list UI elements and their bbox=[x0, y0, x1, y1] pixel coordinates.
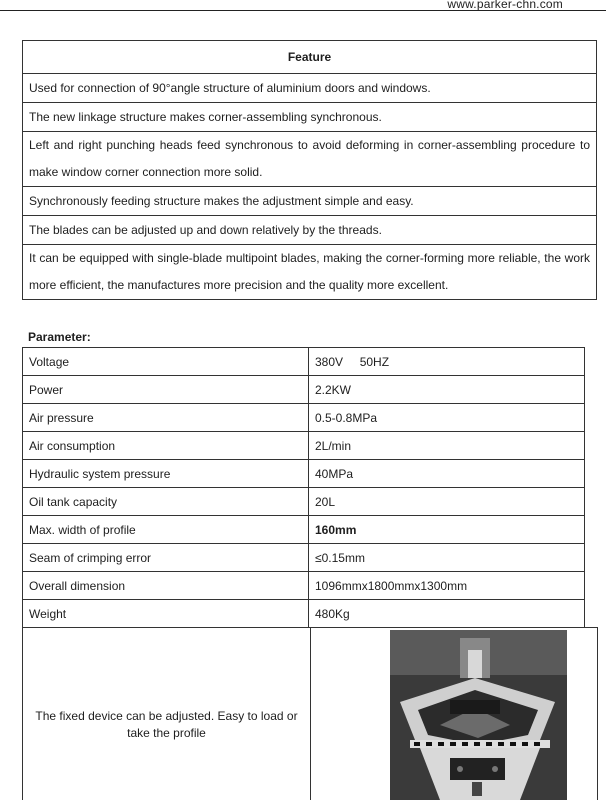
machine-photo bbox=[390, 630, 567, 800]
param-key: Weight bbox=[23, 600, 309, 628]
param-value: 20L bbox=[309, 488, 585, 516]
param-value: 2.2KW bbox=[309, 376, 585, 404]
feature-title: Feature bbox=[23, 41, 597, 74]
panel-divider bbox=[310, 628, 311, 800]
photo-caption: The fixed device can be adjusted. Easy to load or take the profile bbox=[35, 709, 298, 740]
table-row bbox=[23, 572, 585, 600]
param-key: Overall dimension bbox=[23, 572, 309, 600]
param-value: 40MPa bbox=[309, 460, 585, 488]
param-value: 480Kg bbox=[309, 600, 585, 628]
feature-item: Synchronously feeding structure makes the adjustment simple and easy. bbox=[23, 187, 597, 216]
parameter-title: Parameter: bbox=[28, 330, 91, 344]
feature-item: The new linkage structure makes corner-assembling synchronous. bbox=[23, 103, 597, 132]
table-row bbox=[23, 376, 585, 404]
param-value: 1096mmx1800mmx1300mm bbox=[309, 572, 585, 600]
table-row bbox=[23, 348, 585, 376]
feature-item: It can be equipped with single-blade multipoint blades, making the corner-forming more reliable, the work more efficient, the manufactures more precision and the quality more excellent. bbox=[23, 245, 597, 300]
table-row bbox=[23, 544, 585, 572]
feature-item: Left and right punching heads feed synchronous to avoid deforming in corner-assembling procedure to make window corner connection more solid. bbox=[23, 132, 597, 187]
feature-table bbox=[22, 40, 597, 300]
param-key: Air consumption bbox=[23, 432, 309, 460]
param-value: 160mm bbox=[309, 516, 585, 544]
table-row bbox=[23, 460, 585, 488]
bottom-panel bbox=[22, 627, 598, 800]
param-key: Air pressure bbox=[23, 404, 309, 432]
feature-item: The blades can be adjusted up and down relatively by the threads. bbox=[23, 216, 597, 245]
param-value: 380V 50HZ bbox=[309, 348, 585, 376]
feature-item: Used for connection of 90°angle structure of aluminium doors and windows. bbox=[23, 74, 597, 103]
param-key: Max. width of profile bbox=[23, 516, 309, 544]
param-key: Oil tank capacity bbox=[23, 488, 309, 516]
machine-illustration bbox=[390, 630, 567, 800]
param-key: Hydraulic system pressure bbox=[23, 460, 309, 488]
param-value: 2L/min bbox=[309, 432, 585, 460]
header-url: www.parker-chn.com bbox=[447, 0, 563, 11]
table-row bbox=[23, 404, 585, 432]
parameter-table bbox=[22, 347, 585, 628]
param-value: ≤0.15mm bbox=[309, 544, 585, 572]
param-value: 0.5-0.8MPa bbox=[309, 404, 585, 432]
param-key: Voltage bbox=[23, 348, 309, 376]
table-row bbox=[23, 432, 585, 460]
table-row bbox=[23, 516, 585, 544]
param-key: Power bbox=[23, 376, 309, 404]
param-key: Seam of crimping error bbox=[23, 544, 309, 572]
table-row bbox=[23, 600, 585, 628]
table-row bbox=[23, 488, 585, 516]
